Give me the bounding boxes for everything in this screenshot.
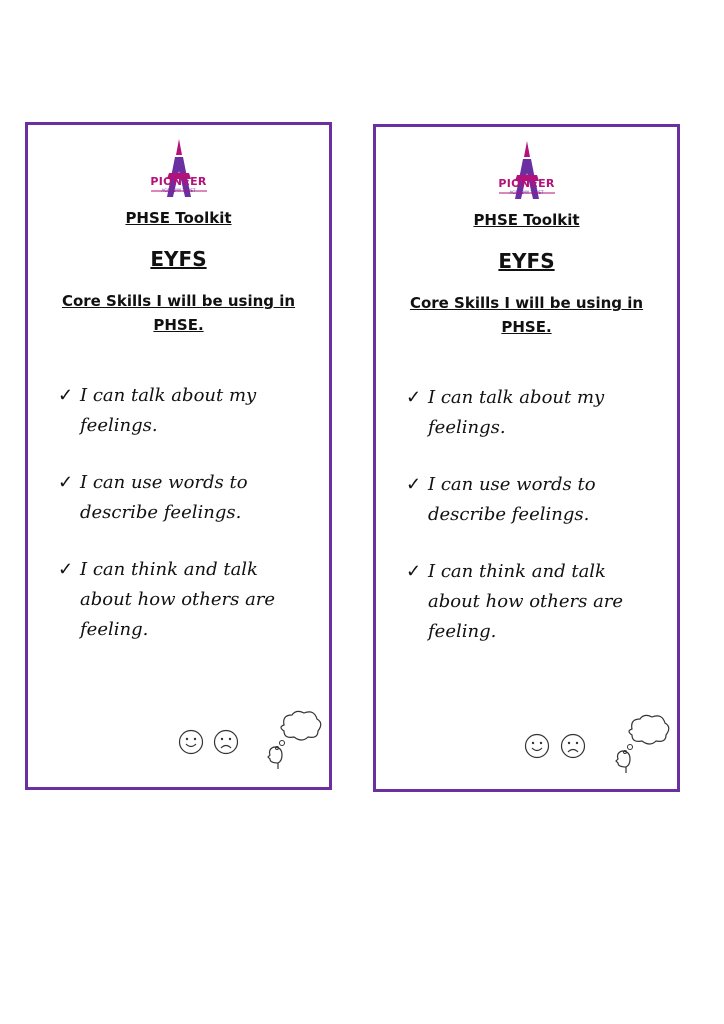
- check-mark-icon: ✓: [406, 474, 422, 495]
- skill-item: [58, 555, 311, 645]
- check-mark-icon: ✓: [58, 472, 74, 493]
- logo-text: PIONEER: [150, 175, 207, 188]
- skill-text: I can talk about my feelings.: [80, 385, 257, 436]
- bookmark-card-right: [373, 124, 680, 792]
- logo-text: PIONEER: [498, 177, 555, 190]
- toolkit-title: PHSE Toolkit: [473, 211, 580, 229]
- skill-text: I can use words to describe feelings.: [80, 472, 248, 523]
- skill-text: I can talk about my feelings.: [428, 387, 605, 438]
- skills-list: [406, 383, 659, 674]
- skill-item: [58, 381, 311, 441]
- thinking-head-icon: [610, 711, 672, 775]
- stage-title: EYFS: [150, 247, 207, 271]
- check-mark-icon: ✓: [58, 559, 74, 580]
- logo-subtext: ACADEMY TRUST: [161, 188, 196, 193]
- core-skills-heading: Core Skills I will be using in PHSE.: [61, 292, 296, 334]
- stage-title: EYFS: [498, 249, 555, 273]
- check-mark-icon: ✓: [406, 561, 422, 582]
- sad-face-icon: [560, 733, 586, 759]
- pioneer-logo: [487, 139, 567, 203]
- core-skills-heading: Core Skills I will be using in PHSE.: [409, 294, 644, 336]
- check-mark-icon: ✓: [58, 385, 74, 406]
- skill-item: [406, 383, 659, 443]
- skill-item: [406, 470, 659, 530]
- skill-text: I can use words to describe feelings.: [428, 474, 596, 525]
- sad-face-icon: [213, 729, 239, 755]
- bookmark-card-left: [25, 122, 332, 790]
- happy-face-icon: [524, 733, 550, 759]
- pioneer-logo: [139, 137, 219, 201]
- toolkit-title: PHSE Toolkit: [125, 209, 232, 227]
- skill-text: I can think and talk about how others are feeling.: [80, 559, 276, 640]
- skill-text: I can think and talk about how others are feeling.: [428, 561, 624, 642]
- skill-item: [58, 468, 311, 528]
- skill-item: [406, 557, 659, 647]
- happy-face-icon: [178, 729, 204, 755]
- logo-subtext: ACADEMY TRUST: [509, 190, 544, 195]
- check-mark-icon: ✓: [406, 387, 422, 408]
- skills-list: [58, 381, 311, 672]
- thinking-head-icon: [262, 707, 324, 771]
